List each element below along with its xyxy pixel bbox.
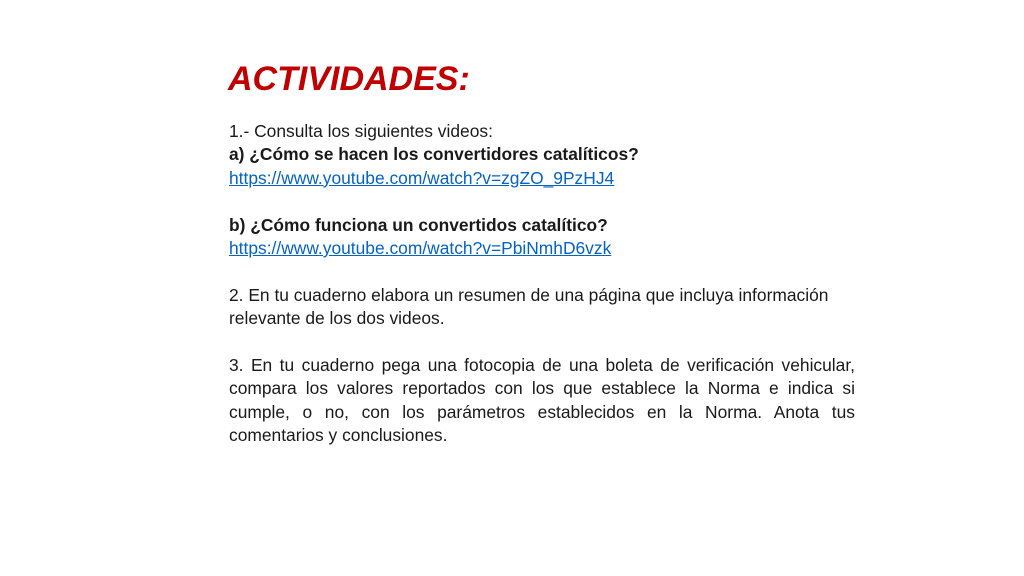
item-2-line-2: relevante de los dos videos. xyxy=(229,308,445,329)
activities-content xyxy=(229,120,855,448)
spacer xyxy=(229,260,855,283)
video-b-link[interactable]: https://www.youtube.com/watch?v=PbiNmhD6vzk xyxy=(229,238,612,259)
spacer xyxy=(229,331,855,354)
item-1-heading: 1.- Consulta los siguientes videos: xyxy=(229,121,493,141)
item-3-text: 3. En tu cuaderno pega una fotocopia de una boleta de verificación vehicular, compara los valores reportados con los que establece la Norma e indica si cumple, o no, con los parámetros establecidos en la Norma. Anota tus comentarios y conclusiones. xyxy=(229,355,855,446)
video-a-question: a) ¿Cómo se hacen los convertidores catalíticos? xyxy=(229,144,639,165)
item-2-line-1: 2. En tu cuaderno elabora un resumen de una página que incluya información xyxy=(229,284,829,305)
slide-title: ACTIVIDADES: xyxy=(228,60,470,98)
video-a-link[interactable]: https://www.youtube.com/watch?v=zgZO_9PzHJ4 xyxy=(229,167,615,188)
spacer xyxy=(229,190,855,213)
video-b-question: b) ¿Cómo funciona un convertidos catalítico? xyxy=(229,214,608,235)
